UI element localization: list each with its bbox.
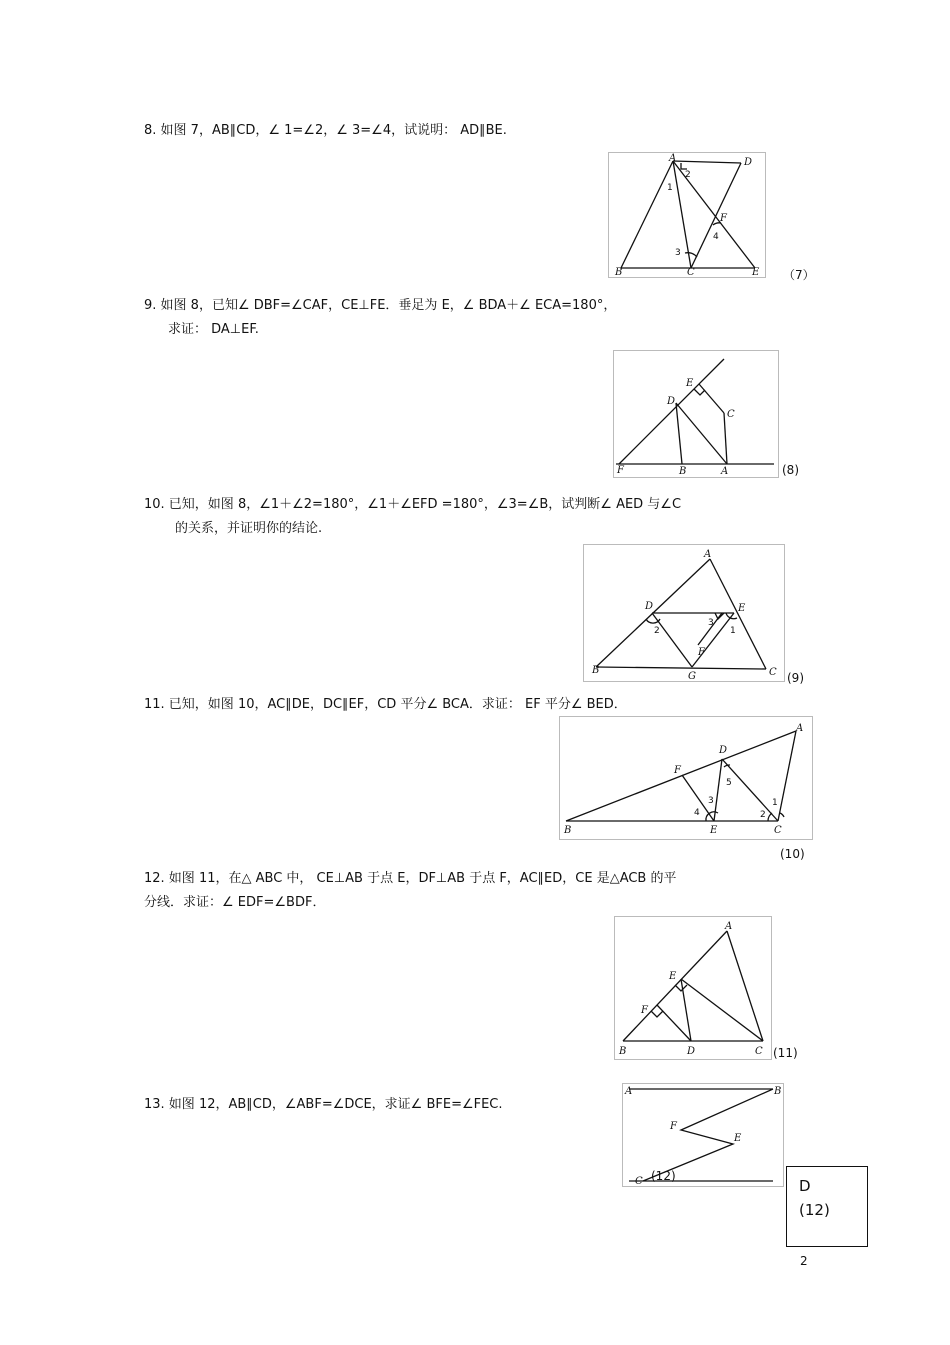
problem-10-text-line2: 的关系，并证明你的结论. <box>175 521 323 536</box>
caption-8: (8) <box>782 463 799 477</box>
label-E: E <box>669 971 677 982</box>
label-F: F <box>670 1121 677 1132</box>
angle-4: 4 <box>713 232 719 242</box>
label-C: C <box>727 409 735 420</box>
angle-1: 1 <box>730 626 736 636</box>
figure-8 <box>613 350 779 478</box>
label-F: F <box>617 465 624 476</box>
label-F: F <box>698 647 705 658</box>
label-D: D <box>645 601 654 612</box>
label-E: E <box>686 378 694 389</box>
label-E: E <box>752 267 760 277</box>
figure-9-diagram <box>584 545 784 681</box>
figure-7 <box>608 152 766 278</box>
problem-13-text: 13. 如图 12，AB∥CD，∠ABF=∠DCE，求证∠ BFE=∠FEC. <box>144 1097 503 1112</box>
figure-12 <box>622 1083 784 1187</box>
figure-12-diagram <box>623 1084 783 1186</box>
label-D: D <box>719 745 728 756</box>
problem-8-text: 8. 如图 7，AB∥CD，∠ 1=∠2，∠ 3=∠4，试说明： AD∥BE. <box>144 123 507 138</box>
problem-11-text: 11. 已知，如图 10，AC∥DE，DC∥EF，CD 平分∠ BCA．求证： EF 平分∠ BED． <box>144 697 627 712</box>
label-C: C <box>769 667 777 678</box>
label-E: E <box>738 603 746 614</box>
problem-12-text-line2: 分线．求证：∠ EDF=∠BDF． <box>144 895 326 910</box>
label-G: G <box>688 671 696 681</box>
figure-11 <box>614 916 772 1060</box>
angle-4: 4 <box>694 808 700 818</box>
label-D: D <box>667 396 676 407</box>
label-C: C <box>635 1176 643 1186</box>
label-B: B <box>774 1086 782 1097</box>
caption-7: （7） <box>783 268 815 282</box>
label-B: B <box>592 665 600 676</box>
label-A: A <box>625 1086 633 1097</box>
label-C: C <box>774 825 782 836</box>
angle-3: 3 <box>675 248 681 258</box>
figure-11-diagram <box>615 917 771 1059</box>
angle-5: 5 <box>726 778 732 788</box>
caption-9: (9) <box>787 671 804 685</box>
label-F: F <box>720 213 727 224</box>
page-number: 2 <box>800 1254 808 1268</box>
problem-9-text-line1: 9. 如图 8，已知∠ DBF=∠CAF，CE⊥FE．垂足为 E，∠ BDA＋∠ ECA=180°， <box>144 298 617 313</box>
label-B: B <box>615 267 623 277</box>
figure-10-diagram <box>560 717 812 839</box>
label-B: B <box>679 466 687 477</box>
angle-1: 1 <box>772 798 778 808</box>
figure-10 <box>559 716 813 840</box>
label-D: D <box>744 157 753 168</box>
label-E: E <box>734 1133 742 1144</box>
label-C: C <box>755 1046 763 1057</box>
label-B: B <box>564 825 572 836</box>
answer-box <box>786 1166 868 1247</box>
label-E: E <box>710 825 718 836</box>
angle-2: 2 <box>760 810 766 820</box>
label-A: A <box>725 921 733 932</box>
label-C: C <box>687 267 695 277</box>
angle-1: 1 <box>667 183 673 193</box>
label-A: A <box>721 466 729 477</box>
label-F: F <box>674 765 681 776</box>
problem-12-text-line1: 12. 如图 11，在△ ABC 中， CE⊥AB 于点 E，DF⊥AB 于点 F，AC∥ED，CE 是△ACB 的平 <box>144 871 677 886</box>
label-D: D <box>687 1046 696 1057</box>
label-F: F <box>641 1005 648 1016</box>
answer-box-line1: D <box>799 1177 811 1195</box>
figure-9 <box>583 544 785 682</box>
problem-10-text-line1: 10. 已知，如图 8，∠1＋∠2=180°，∠1＋∠EFD =180°，∠3=∠B，试判断∠ AED 与∠C <box>144 497 682 512</box>
angle-3: 3 <box>708 796 714 806</box>
problem-9-text-line2: 求证： DA⊥EF. <box>168 322 259 337</box>
caption-11: (11) <box>773 1046 798 1060</box>
angle-3: 3 <box>708 618 714 628</box>
label-B: B <box>619 1046 627 1057</box>
label-A: A <box>669 153 677 164</box>
figure-7-diagram <box>609 153 765 277</box>
label-A: A <box>704 549 712 560</box>
caption-10: (10) <box>780 847 805 861</box>
figure-8-diagram <box>614 351 778 477</box>
label-A: A <box>796 723 804 734</box>
angle-2: 2 <box>685 170 691 180</box>
answer-box-line2: (12) <box>799 1201 830 1219</box>
angle-2: 2 <box>654 626 660 636</box>
caption-12: (12) <box>651 1169 676 1183</box>
